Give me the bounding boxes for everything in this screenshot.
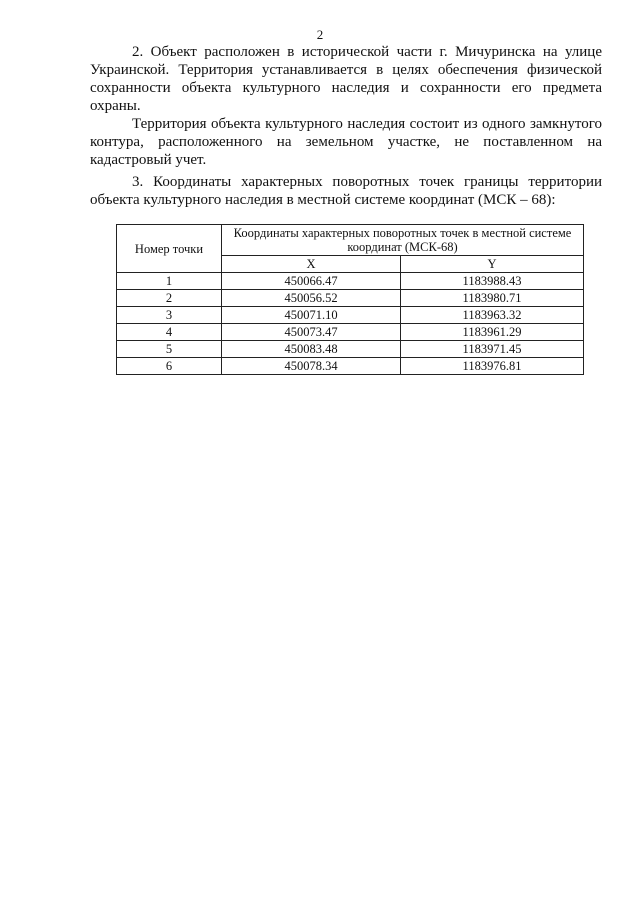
cell-point: 1 xyxy=(117,273,222,290)
cell-y: 1183980.71 xyxy=(401,290,584,307)
header-point-number: Номер точки xyxy=(117,225,222,273)
cell-x: 450071.10 xyxy=(222,307,401,324)
cell-point: 4 xyxy=(117,324,222,341)
cell-y: 1183976.81 xyxy=(401,358,584,375)
cell-x: 450073.47 xyxy=(222,324,401,341)
cell-point: 2 xyxy=(117,290,222,307)
cell-point: 6 xyxy=(117,358,222,375)
table-header-row xyxy=(117,225,584,256)
table-row xyxy=(117,324,584,341)
table-row xyxy=(117,341,584,358)
table-row xyxy=(117,358,584,375)
table-row xyxy=(117,273,584,290)
cell-y: 1183971.45 xyxy=(401,341,584,358)
table-row xyxy=(117,290,584,307)
page-number: 2 xyxy=(316,27,324,42)
header-x: X xyxy=(222,256,401,273)
cell-x: 450078.34 xyxy=(222,358,401,375)
document-body xyxy=(90,43,602,209)
header-coordinates: Координаты характерных поворотных точек в местной системе координат (МСК-68) xyxy=(222,225,584,256)
cell-y: 1183963.32 xyxy=(401,307,584,324)
cell-y: 1183988.43 xyxy=(401,273,584,290)
cell-x: 450056.52 xyxy=(222,290,401,307)
paragraph-territory-contour: Территория объекта культурного наследия состоит из одного замкнутого контура, расположенного на земельном участке, не поставленном на кадастровый учет. xyxy=(90,116,602,168)
cell-point: 3 xyxy=(117,307,222,324)
paragraph-coordinates-intro: 3. Координаты характерных поворотных точек границы территории объекта культурного наследия в местной системе координат (МСК – 68): xyxy=(90,174,602,208)
paragraph-object-location: 2. Объект расположен в исторической части г. Мичуринска на улице Украинской. Территория устанавливается в целях обеспечения физической сохранности объекта культурного наследия и сохранности его предмета охраны. xyxy=(90,44,602,114)
table-row xyxy=(117,307,584,324)
cell-x: 450083.48 xyxy=(222,341,401,358)
coordinates-table xyxy=(116,224,584,375)
cell-point: 5 xyxy=(117,341,222,358)
header-y: Y xyxy=(401,256,584,273)
cell-x: 450066.47 xyxy=(222,273,401,290)
cell-y: 1183961.29 xyxy=(401,324,584,341)
